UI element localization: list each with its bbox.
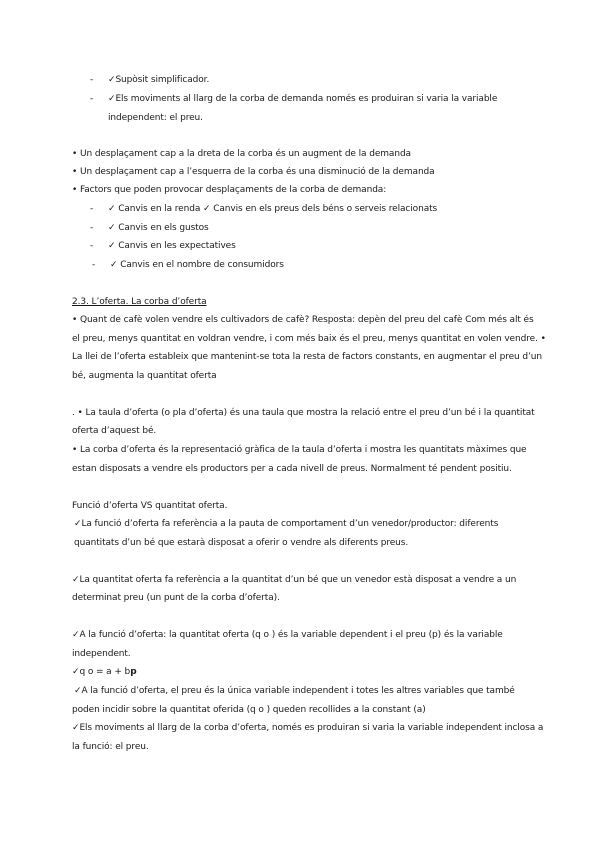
paragraph-line: independent. (72, 649, 131, 659)
list-dash: - (90, 75, 94, 85)
paragraph-line: oferta d’aquest bé. (72, 426, 157, 436)
paragraph-line: ✓A la funció d’oferta: la quantitat oferta (q o ) és la variable dependent i el preu (p) és la variable (72, 630, 503, 640)
paragraph-line: poden incidir sobre la quantitat oferida (q o ) queden recollides a la constant (a) (72, 705, 426, 715)
bullet-line: • Un desplaçament cap a l’esquerra de la corba és una disminució de la demanda (72, 167, 435, 177)
subheading: Funció d’oferta VS quantitat oferta. (72, 501, 228, 511)
paragraph-line: ✓La quantitat oferta fa referència a la quantitat d’un bé que un venedor està disposat a vendre a un (72, 575, 517, 585)
formula (72, 666, 137, 678)
list-item: ✓ Canvis en les expectatives (108, 241, 236, 251)
list-dash: - (90, 223, 94, 233)
list-item: ✓Els moviments al llarg de la corba de demanda només es produiran si varia la variable (108, 94, 498, 104)
paragraph-line: el preu, menys quantitat en voldran vendre, i com més baix és el preu, menys quantitat en volen vendre. • (72, 334, 546, 344)
paragraph-line: . • La taula d’oferta (o pla d’oferta) és una taula que mostra la relació entre el preu d’un bé i la quantitat (72, 408, 535, 418)
list-dash: - (92, 260, 96, 270)
bullet-line: • Factors que poden provocar desplaçaments de la corba de demanda: (72, 185, 387, 195)
paragraph-line: ✓A la funció d’oferta, el preu és la única variable independent i totes les altres variables que també (74, 686, 515, 696)
paragraph-line: estan disposats a vendre els productors per a cada nivell de preus. Normalment té pendent positiu. (72, 464, 512, 474)
list-item-continuation: independent: el preu. (108, 113, 203, 123)
list-dash: - (90, 94, 94, 104)
bullet-line: • Un desplaçament cap a la dreta de la corba és un augment de la demanda (72, 149, 411, 159)
paragraph-line: bé, augmenta la quantitat oferta (72, 371, 217, 381)
paragraph-line: • Quant de cafè volen vendre els cultivadors de cafè? Resposta: depèn del preu del cafè Com més alt és (72, 315, 534, 325)
list-item: ✓ Canvis en el nombre de consumidors (110, 260, 284, 270)
paragraph-line: La llei de l’oferta estableix que mantenint-se tota la resta de factors constants, en augmentar el preu d’un (72, 352, 542, 362)
paragraph-line: ✓La funció d’oferta fa referència a la pauta de comportament d’un venedor/productor: diferents (74, 519, 499, 529)
formula-text: ✓q o = a + b (72, 667, 131, 677)
paragraph-line: determinat preu (un punt de la corba d’oferta). (72, 593, 280, 603)
paragraph-line: la funció: el preu. (72, 742, 149, 752)
list-dash: - (90, 241, 94, 251)
list-dash: - (90, 204, 94, 214)
paragraph-line: quantitats d’un bé que estarà disposat a oferir o vendre als diferents preus. (74, 538, 409, 548)
list-item: ✓Supòsit simplificador. (108, 75, 210, 85)
list-item: ✓ Canvis en la renda ✓ Canvis en els preus dels béns o serveis relacionats (108, 204, 438, 214)
paragraph-line: • La corba d’oferta és la representació gràfica de la taula d’oferta i mostra les quantitats màximes que (72, 445, 527, 455)
section-heading: 2.3. L’oferta. La corba d’oferta (72, 297, 207, 307)
paragraph-line: ✓Els moviments al llarg de la corba d’oferta, només es produiran si varia la variable independent inclosa a (72, 723, 544, 733)
formula-bold: p (130, 667, 137, 677)
list-item: ✓ Canvis en els gustos (108, 223, 209, 233)
